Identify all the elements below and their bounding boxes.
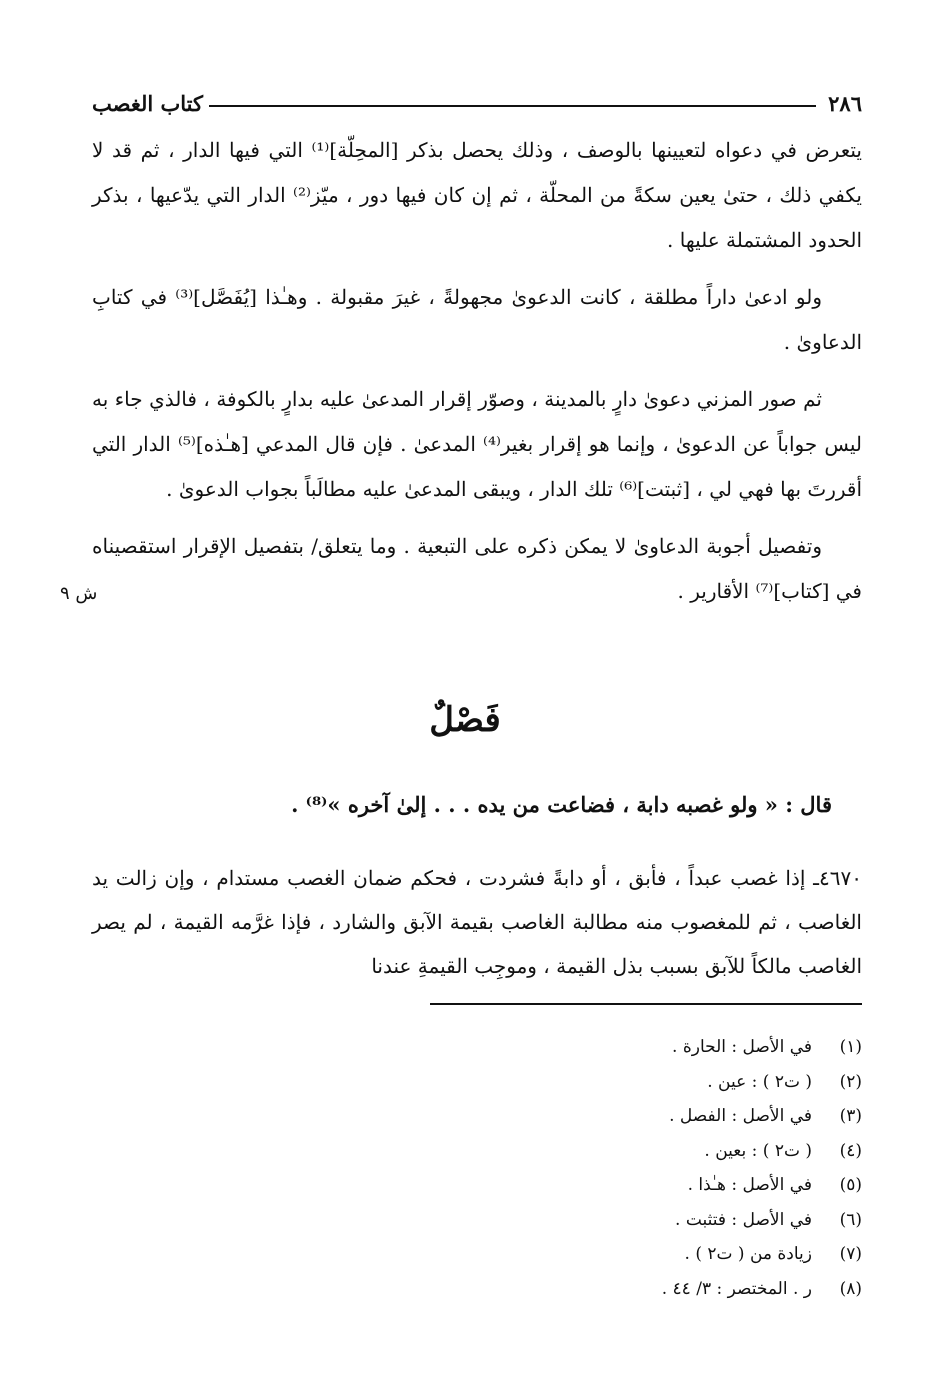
section-heading: فَصْلٌ: [429, 700, 501, 740]
paragraph: ثم صور المزني دعوىٰ دارٍ بالمدينة ، وصوّر إقرار المدعىٰ عليه بدارٍ بالكوفة ، فالذي جاء به ليس جواباً عن الدعوىٰ ، وإنما هو إقرار بغير⁽⁴⁾ المدعىٰ . فإن قال المدعي [هـٰذه]⁽⁵⁾ الدار التي أقررتَ بها فهي لي ، [ثبتت]⁽⁶⁾ تلك الدار ، ويبقى المدعىٰ عليه مطالَباً بجواب الدعوىٰ .: [92, 387, 862, 501]
footnote-number: (٧): [839, 1244, 862, 1264]
footnote-number: (١): [839, 1037, 862, 1057]
footnote: [380, 1099, 862, 1134]
footnote-text: زيادة من ( ت٢ ) .: [684, 1244, 812, 1264]
footnote-number: (٨): [839, 1278, 862, 1299]
footnote-text: ( ت٢ ) : عين .: [707, 1071, 812, 1092]
margin-note: ش ٩: [60, 583, 98, 604]
paragraph: وتفصيل أجوبة الدعاوىٰ لا يمكن ذكره على التبعية . وما يتعلق/ بتفصيل الإقرار استقصيناه في [كتاب]⁽⁷⁾ الأقارير .: [92, 534, 862, 603]
footnote: [380, 1134, 862, 1169]
footnote-number: (٤): [839, 1140, 862, 1161]
paragraph: ولو ادعىٰ داراً مطلقة ، كانت الدعوىٰ مجهولةً ، غيرَ مقبولة . وهـٰذا [يُفَصَّل]⁽³⁾ في كتابِ الدعاوىٰ .: [92, 285, 862, 354]
footnote: [380, 1237, 862, 1272]
footnotes: [380, 1030, 862, 1306]
book-title: كتاب الغصب: [92, 91, 204, 116]
footnote-number: (٥): [839, 1175, 862, 1195]
footnote-number: (٦): [839, 1209, 862, 1230]
footnote: [380, 1065, 862, 1100]
footnote-text: في الأصل : فتثبت .: [675, 1209, 812, 1230]
quoted-text-line: قال : « ولو غصبه دابة ، فضاعت من يده . . . إلىٰ آخره »⁽⁸⁾ .: [291, 792, 832, 817]
footnote-divider: [430, 1003, 862, 1005]
footnote-text: في الأصل : الحارة .: [672, 1037, 812, 1057]
main-text: [92, 128, 862, 626]
main-text-continued: [92, 856, 862, 988]
footnote: [380, 1030, 862, 1065]
page-header: [92, 82, 862, 116]
footnote-text: ( ت٢ ) : بعين .: [704, 1140, 812, 1161]
footnote-text: في الأصل : الفصل .: [669, 1106, 812, 1126]
footnote-number: (٢): [839, 1071, 862, 1092]
paragraph-4670: ٤٦٧٠ـ إذا غصب عبداً ، فأبق ، أو دابةً فشردت ، فحكم ضمان الغصب مستدام ، وإن زالت يد الغاصب ، ثم للمغصوب منه مطالبة الغاصب بقيمة الآبق والشارد ، فإذا غرَّمه القيمة ، لم يصر الغاصب مالكاً للآبق بسبب بذل القيمة ، وموجِب القيمةِ عندنا: [92, 866, 862, 978]
footnote-text: في الأصل : هـٰذا .: [687, 1175, 812, 1195]
page-number: ٢٨٦: [828, 91, 862, 116]
footnote: [380, 1272, 862, 1307]
footnote: [380, 1203, 862, 1238]
paragraph: يتعرض في دعواه لتعيينها بالوصف ، وذلك يحصل بذكر [المحِلّة]⁽¹⁾ التي فيها الدار ، ثم قد لا يكفي ذلك ، حتىٰ يعين سكةً من المحلّة ، ثم إن كان فيها دور ، ميّز⁽²⁾ الدار التي يدّعيها ، بذكر الحدود المشتملة عليها .: [92, 138, 863, 252]
footnote-text: ر . المختصر : ٣/ ٤٤ .: [661, 1278, 812, 1299]
footnote-number: (٣): [839, 1106, 862, 1126]
header-rule: [209, 105, 816, 107]
footnote: [380, 1168, 862, 1203]
